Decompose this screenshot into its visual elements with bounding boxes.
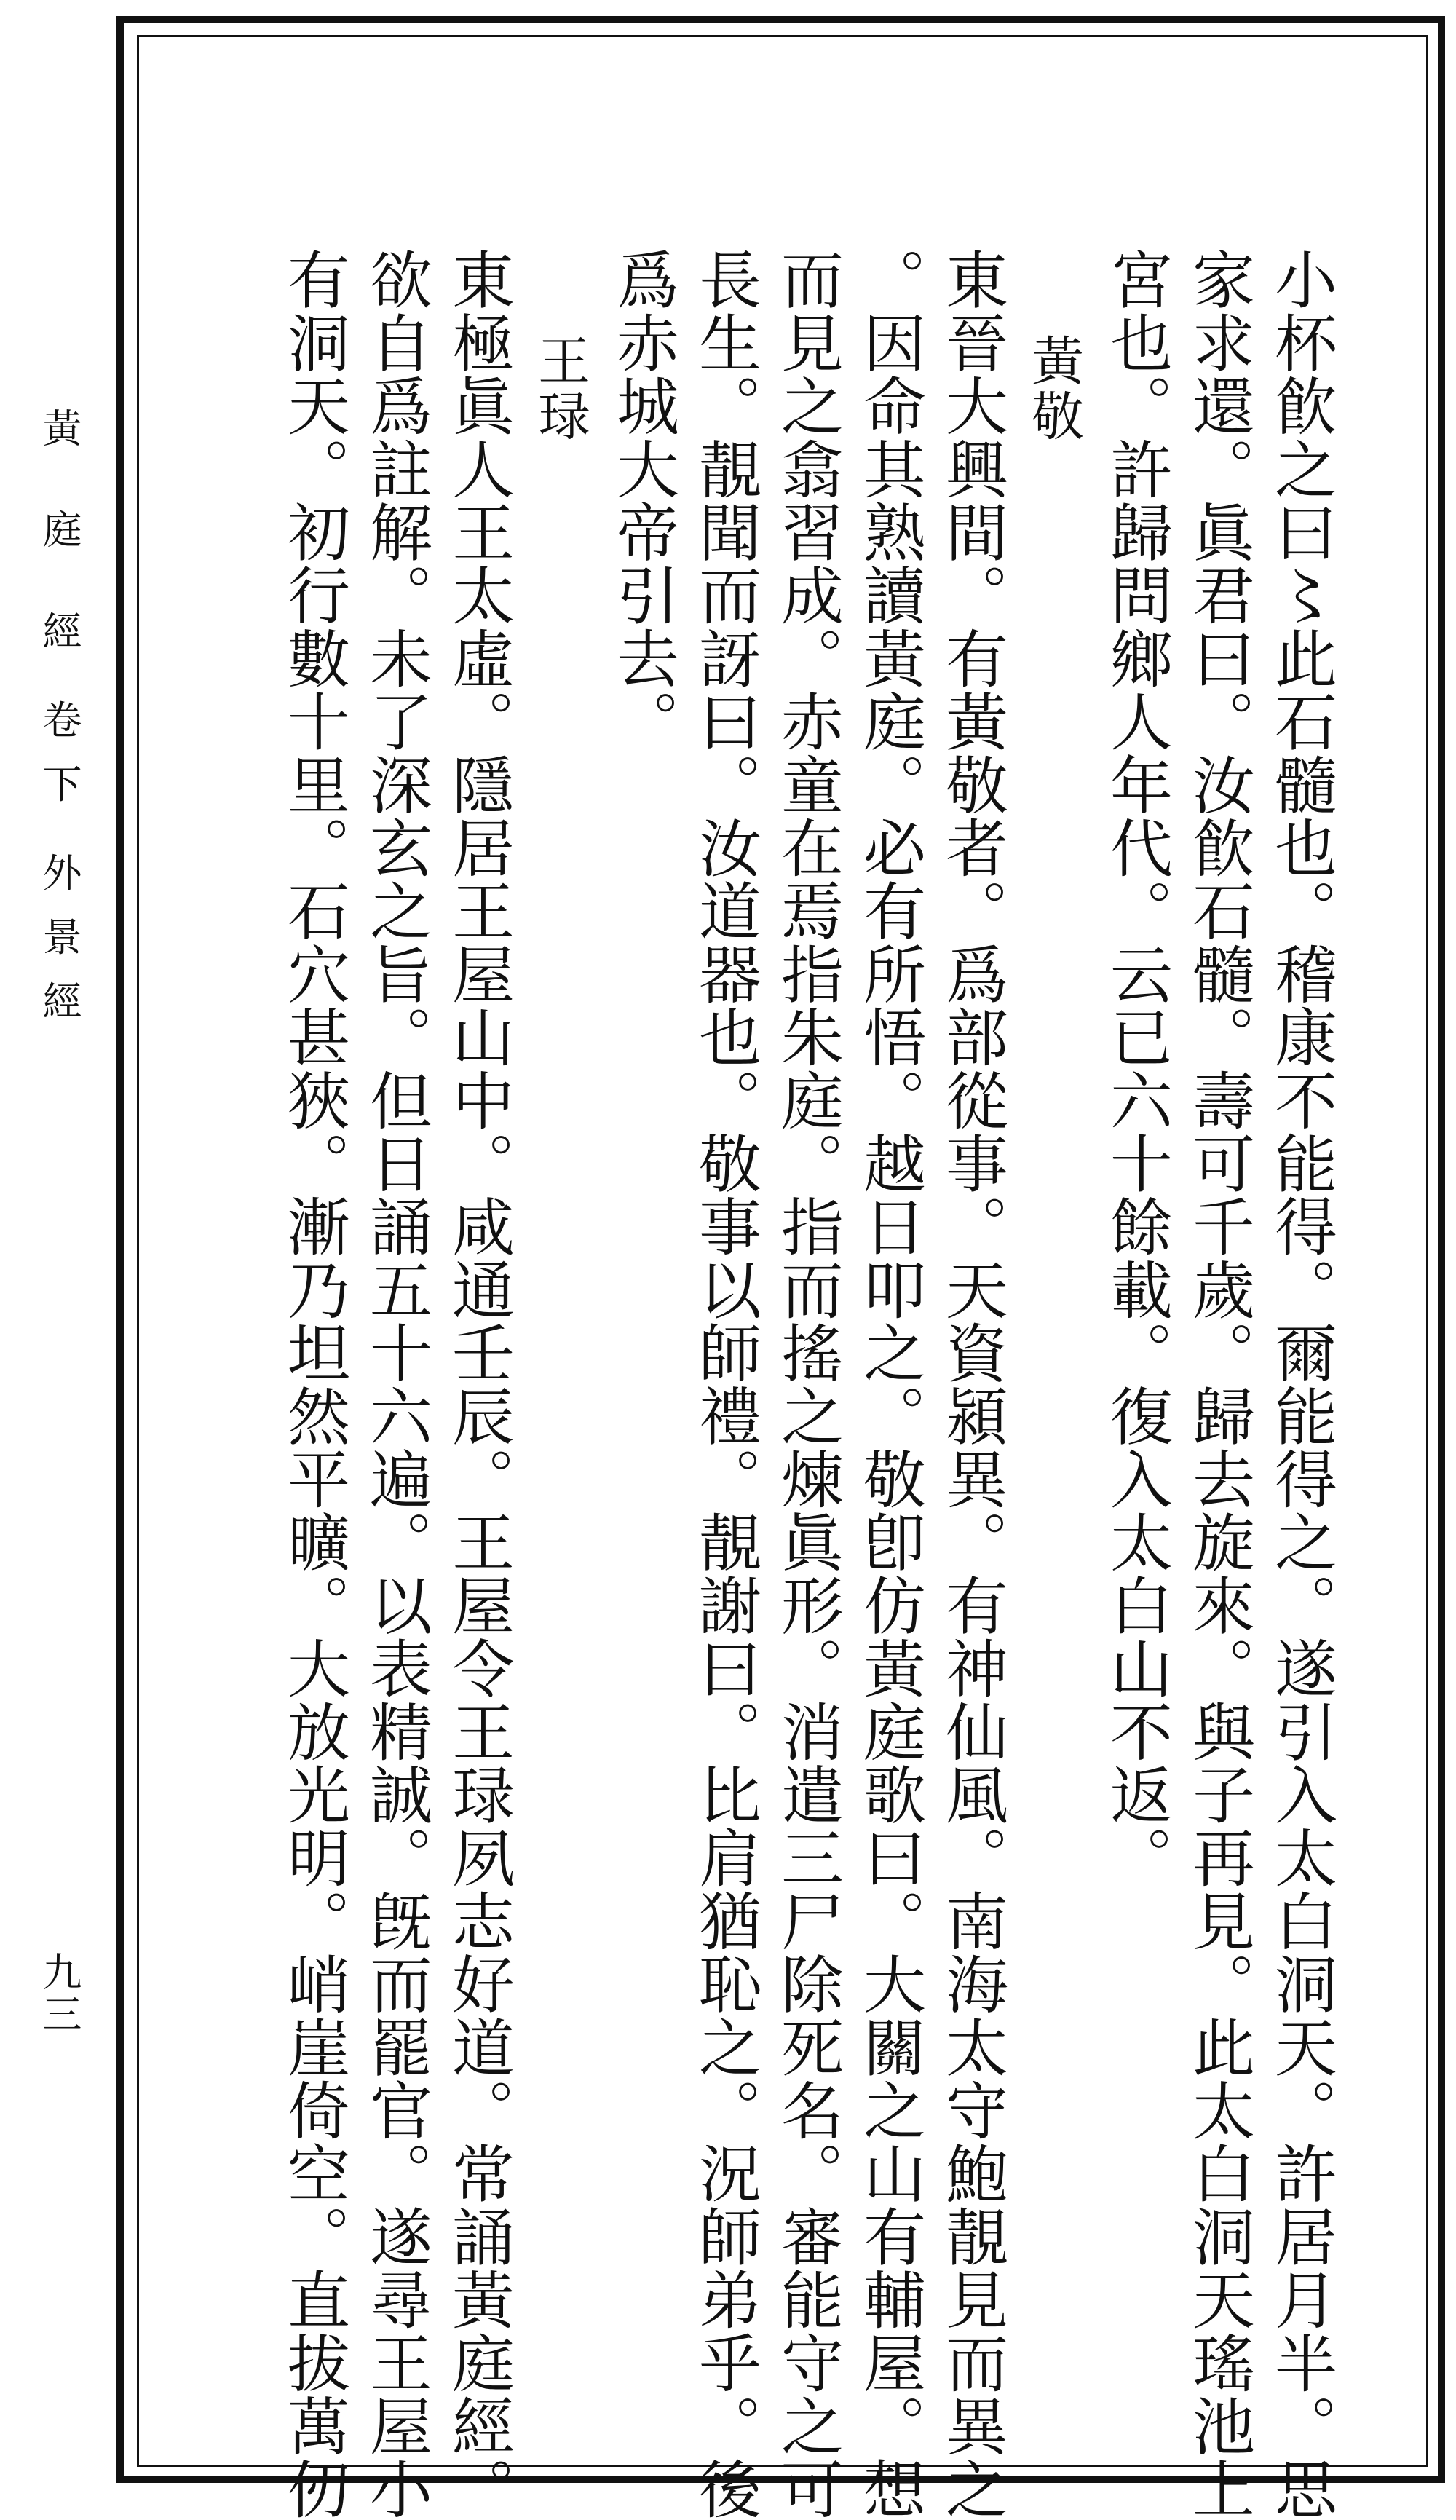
text-column: 欲自爲註解。未了深玄之旨。但日誦五十六遍。以表精誠。旣而罷官。遂尋王屋小	[359, 248, 432, 2520]
text-column: 東極眞人王太虛。隱居王屋山中。咸通壬辰。王屋令王琭夙志好道。常誦黃庭經。	[441, 248, 514, 2520]
text-column: 而見之翕習成。赤童在焉指朱庭。指而搖之煉眞形。消遣三尸除死名。審能守之可	[770, 248, 843, 2520]
margin-title	[33, 408, 84, 1044]
section-heading: 王琭	[529, 333, 590, 444]
text-column: 爲赤城大帝引去。	[606, 248, 678, 753]
text-column: 家求還。眞君曰。汝飮石髓。壽可千歲。歸去旋來。與子再見。此太白洞天瑤池上	[1182, 248, 1254, 2520]
text-column: 。因命其熟讀黃庭。必有所悟。越日叩之。敬卽仿黃庭歌曰。大關之山有輔屋。想	[852, 248, 925, 2520]
text-column: 有洞天。初行數十里。石穴甚狹。漸乃坦然平曠。大放光明。峭崖倚空。直拔萬仞	[277, 248, 349, 2520]
book-title: 黃 庭 經	[36, 408, 82, 675]
text-column: 小杯飮之曰〻此石髓也。稽康不能得。爾能得之。遂引入太白洞天。許居月半。思	[1264, 248, 1337, 2520]
section-label: 外景經	[36, 852, 82, 1045]
page-number: 九三	[36, 1951, 82, 2036]
section-heading: 黃敬	[1023, 333, 1084, 444]
text-column: 宮也。許歸問鄉人年代。云已六十餘載。復入太白山不返。	[1099, 248, 1172, 1889]
text-column: 東晉大興間。有黃敬者。爲部從事。天資潁異。有神仙風。南海太守鮑靚見而異之	[935, 248, 1008, 2520]
volume-label: 卷下	[36, 699, 82, 828]
text-column: 長生。靚聞而訝曰。汝道器也。敬事以師禮。靚謝曰。比肩猶恥之。況師弟乎。後	[688, 248, 761, 2520]
